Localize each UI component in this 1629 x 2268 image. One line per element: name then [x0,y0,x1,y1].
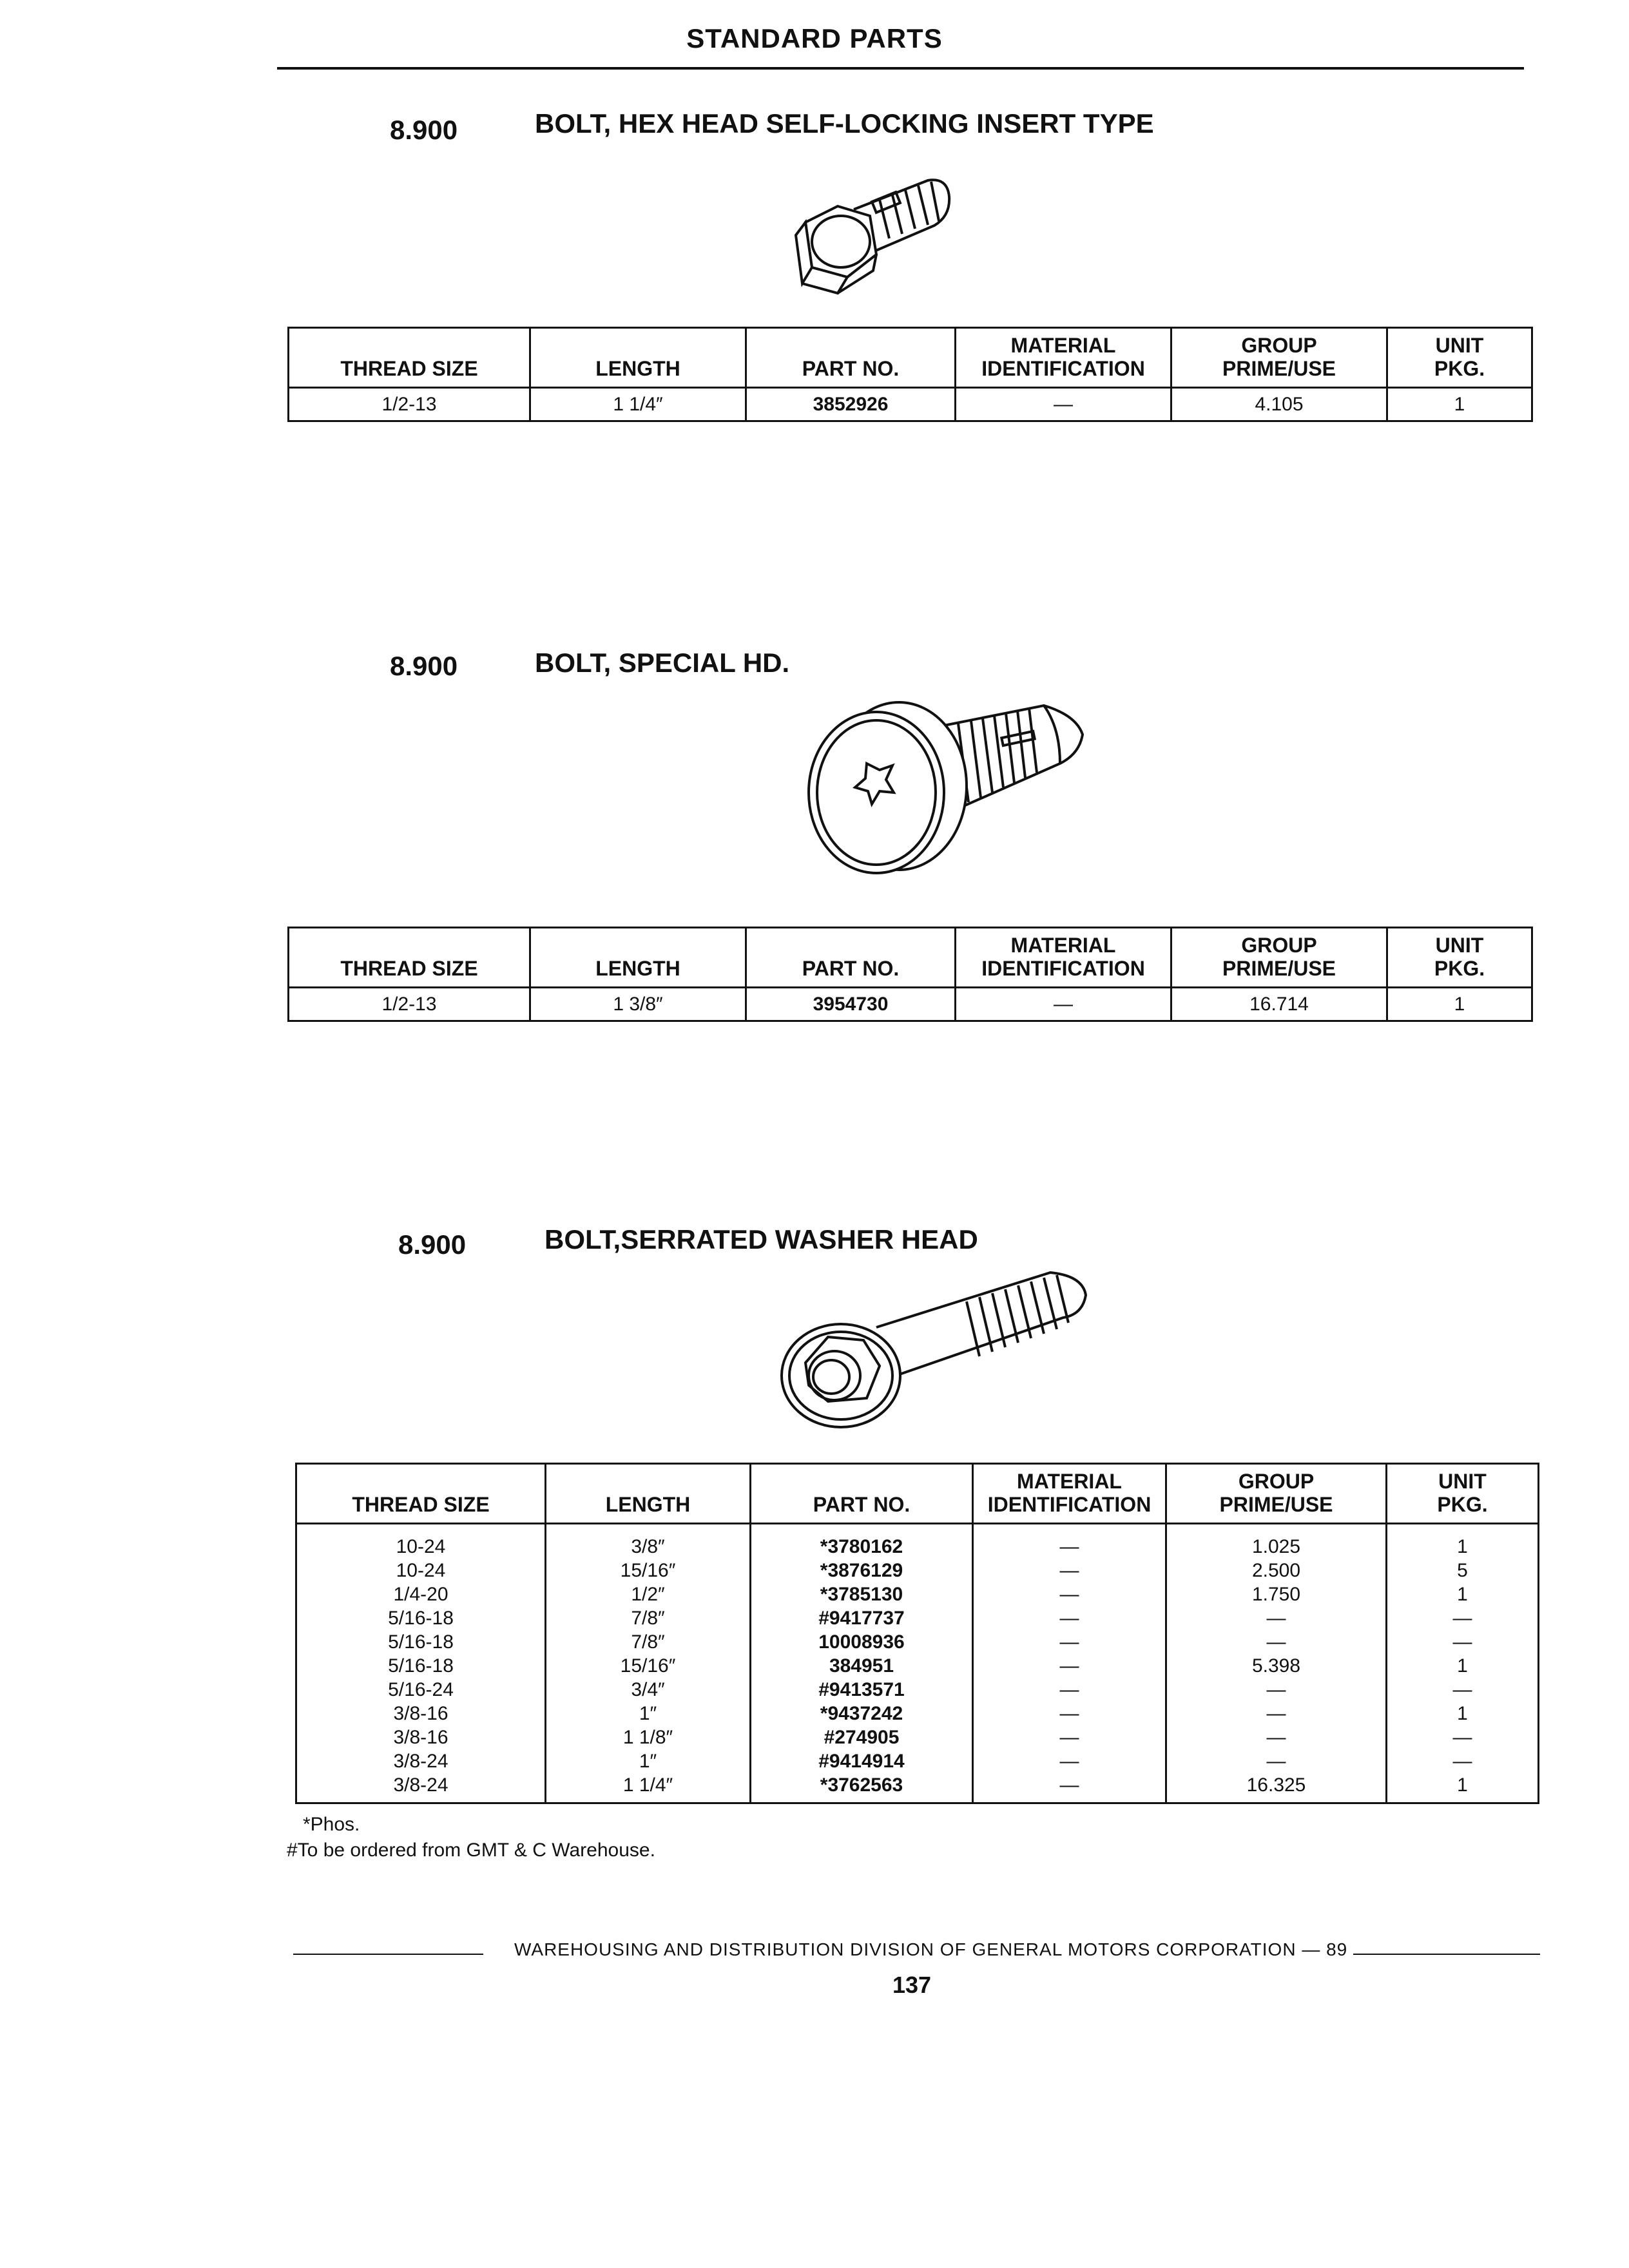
col-part-no: PART NO. [746,328,956,388]
table-row: 3/8-16 1″ *9437242 — — 1 [296,1702,1539,1725]
table-header-row [289,928,1532,988]
table-row: 10-24 15/16″ *3876129 — 2.500 5 [296,1559,1539,1582]
parts-table-1 [287,327,1533,422]
col-length: LENGTH [530,928,746,988]
col-part-no: PART NO. [751,1464,973,1524]
parts-table-3 [295,1463,1539,1804]
table-row: 3/8-16 1 1/8″ #274905 — — — [296,1725,1539,1749]
section-1-title: BOLT, HEX HEAD SELF-LOCKING INSERT TYPE [535,108,1154,139]
page-number: 137 [892,1972,932,1998]
col-length: LENGTH [546,1464,751,1524]
section-3-title: BOLT,SERRATED WASHER HEAD [545,1224,978,1254]
section-1-number: 8.900 [390,115,458,145]
table-row: 3/8-24 1″ #9414914 — — — [296,1749,1539,1773]
table-row: 5/16-24 3/4″ #9413571 — — — [296,1678,1539,1702]
col-unit: UNIT PKG. [1387,328,1532,388]
table-row: 5/16-18 7/8″ 10008936 — — — [296,1630,1539,1654]
col-thread-size: THREAD SIZE [296,1464,546,1524]
col-group: GROUP PRIME/USE [1166,1464,1387,1524]
table-header-row [296,1464,1539,1524]
footer-rule-right [1353,1954,1540,1955]
col-unit: UNIT PKG. [1387,928,1532,988]
hex-head-bolt-icon [776,164,963,300]
table-row: 10-24 3/8″ *3780162 — 1.025 1 [296,1524,1539,1559]
parts-table-2 [287,927,1533,1022]
note-phos: *Phos. [303,1814,360,1835]
flange-head-bolt-icon [780,1266,1095,1440]
col-material: MATERIAL IDENTIFICATION [973,1464,1166,1524]
table-row: 5/16-18 15/16″ 384951 — 5.398 1 [296,1654,1539,1678]
table-row: 1/2-13 1 3/8″ 3954730 — 16.714 1 [289,988,1532,1021]
table-row: 3/8-24 1 1/4″ *3762563 — 16.325 1 [296,1773,1539,1803]
table-row: 1/4-20 1/2″ *3785130 — 1.750 1 [296,1582,1539,1606]
section-3-number: 8.900 [398,1229,467,1260]
section-2-number: 8.900 [390,651,458,681]
col-unit: UNIT PKG. [1387,1464,1539,1524]
col-material: MATERIAL IDENTIFICATION [956,928,1171,988]
table-row: 1/2-13 1 1/4″ 3852926 — 4.105 1 [289,388,1532,421]
header-rule [277,67,1524,70]
page-header-title: STANDARD PARTS [686,23,943,53]
col-group: GROUP PRIME/USE [1171,328,1387,388]
col-thread-size: THREAD SIZE [289,928,530,988]
section-2-title: BOLT, SPECIAL HD. [535,648,790,678]
footer-text: WAREHOUSING AND DISTRIBUTION DIVISION OF GENERAL MOTORS CORPORATION — 89 [514,1939,1348,1959]
footer-rule-left [293,1954,483,1955]
torx-head-bolt-icon [789,689,1086,883]
note-warehouse: #To be ordered from GMT & C Warehouse. [287,1840,655,1861]
col-length: LENGTH [530,328,746,388]
table-row: 5/16-18 7/8″ #9417737 — — — [296,1606,1539,1630]
table-header-row [289,328,1532,388]
col-material: MATERIAL IDENTIFICATION [956,328,1171,388]
col-group: GROUP PRIME/USE [1171,928,1387,988]
col-thread-size: THREAD SIZE [289,328,530,388]
col-part-no: PART NO. [746,928,956,988]
